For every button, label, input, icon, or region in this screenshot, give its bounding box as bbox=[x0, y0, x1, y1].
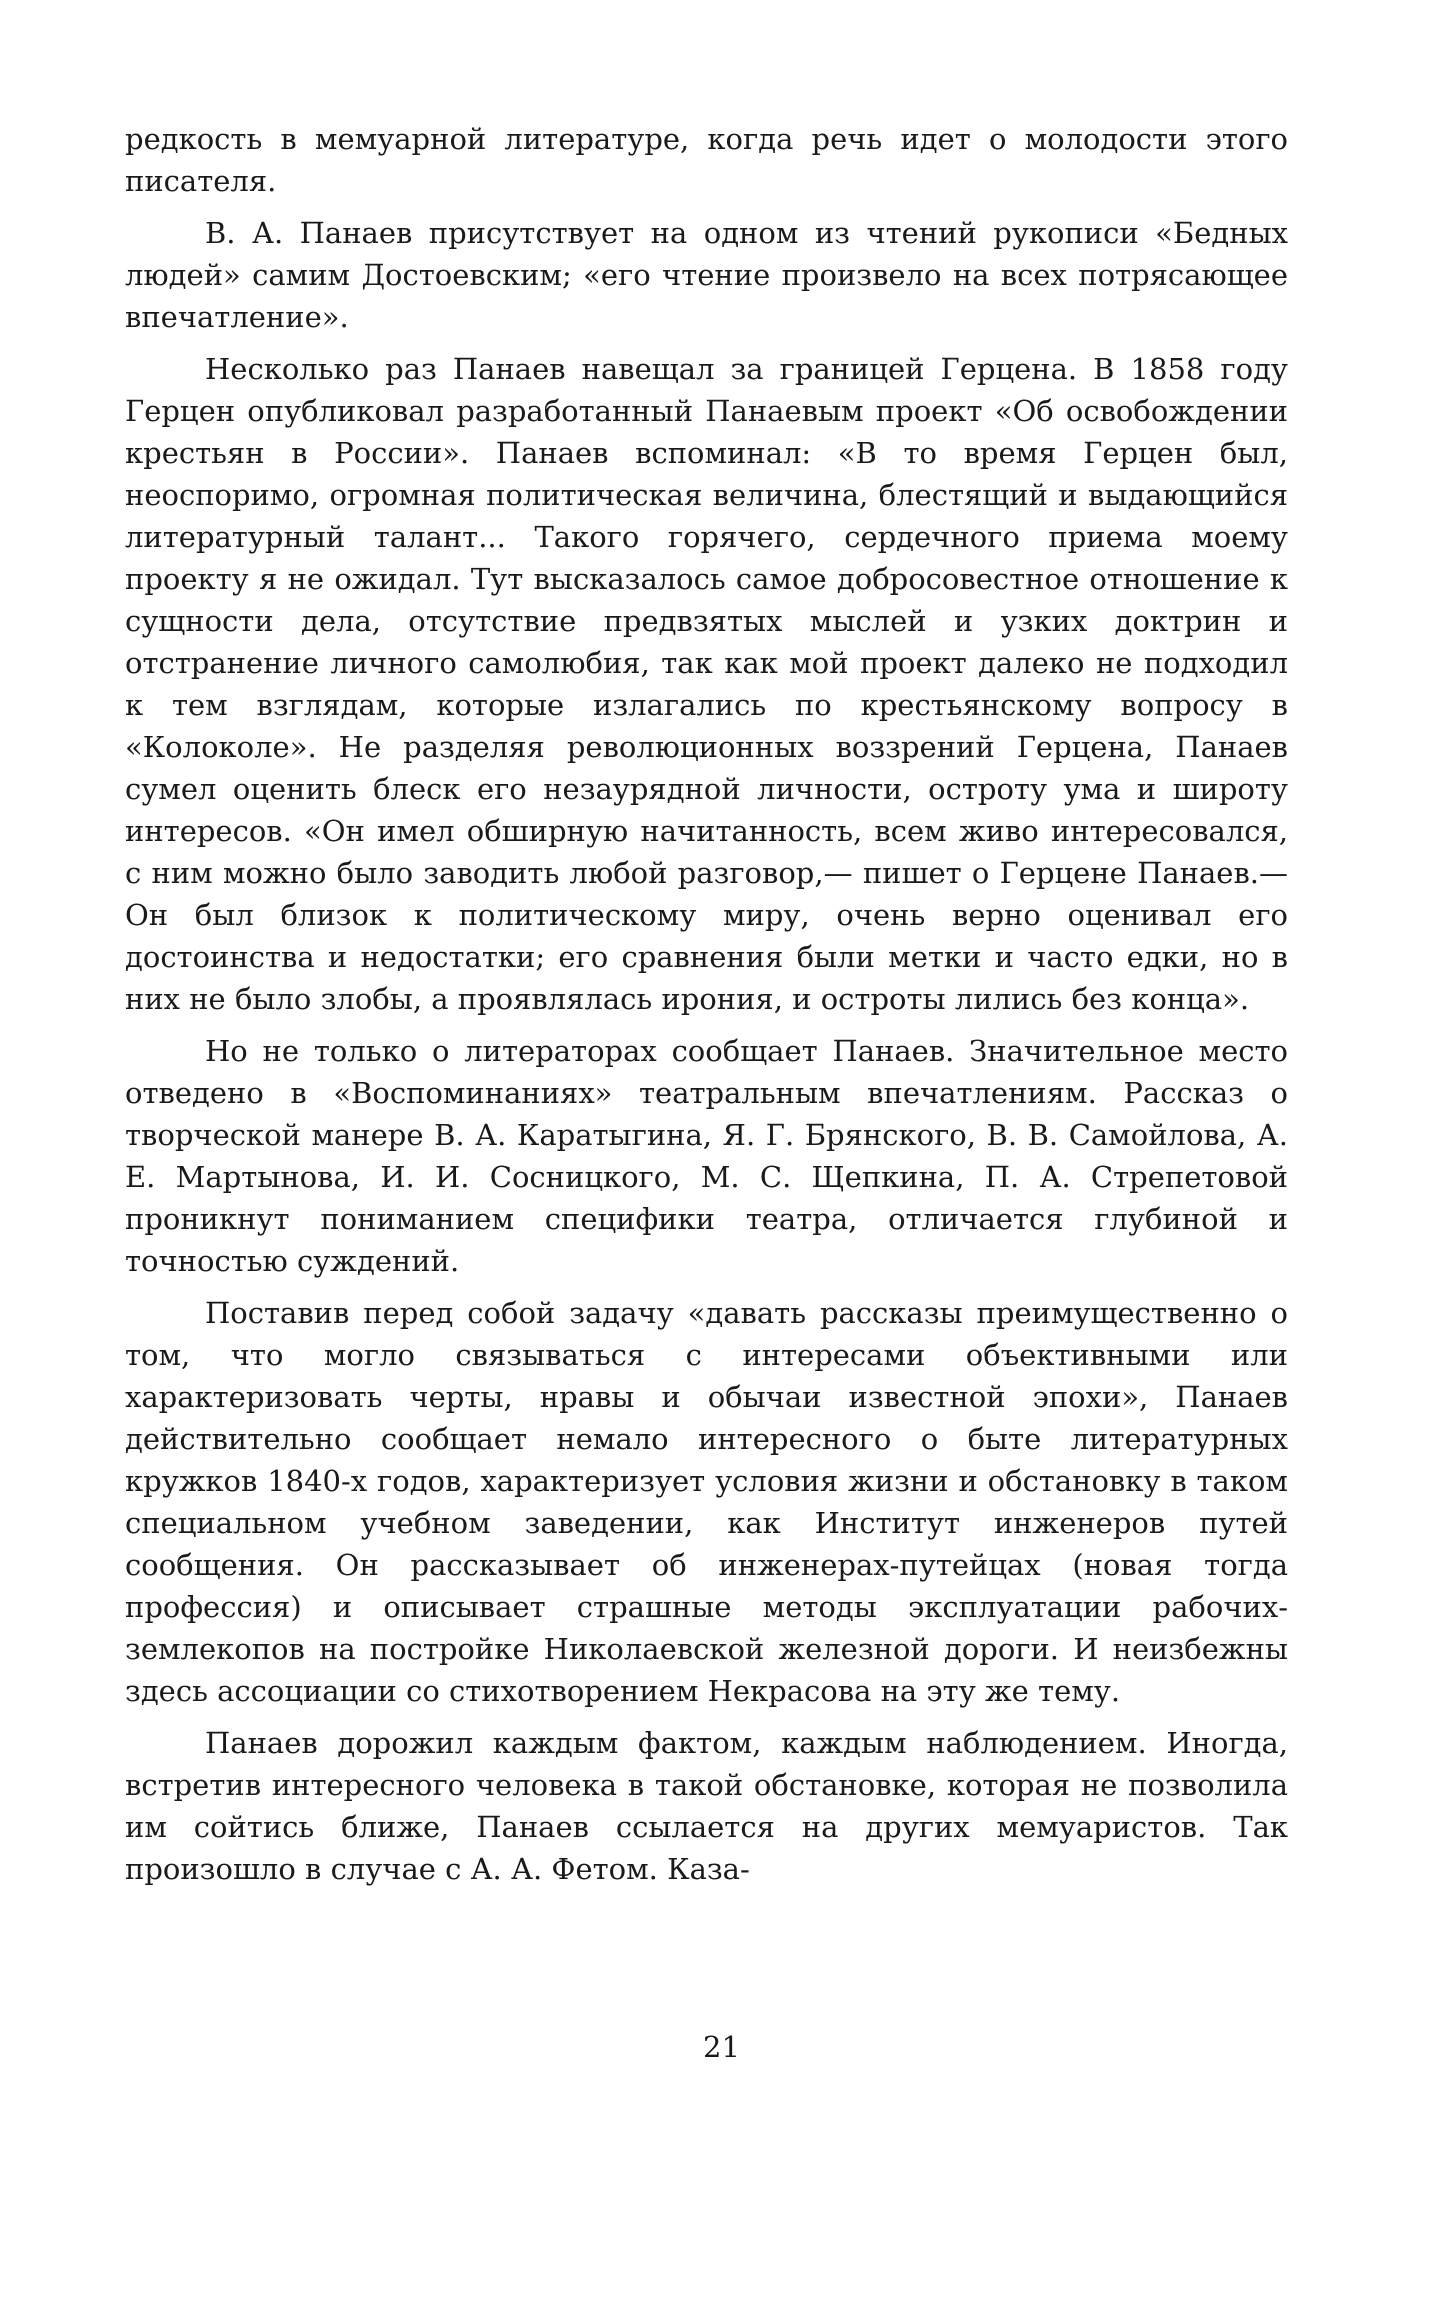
paragraph-fet: Панаев дорожил каждым фактом, каждым наблюдением. Иногда, встретив интересного человека в такой обстановке, которая не позволила им сойтись ближе, Панаев ссылается на других мемуаристов. Так произошло в случае с А. А. Фетом. Каза- bbox=[125, 1726, 1288, 1886]
paragraph-theatre: Но не только о литераторах сообщает Панаев. Значительное место отведено в «Воспоминаниях» театральным впечатлениям. Рассказ о творческой манере В. А. Каратыгина, Я. Г. Брянского, В. В. Самойлова, А. Е. Мартынова, И. И. Сосницкого, М. С. Щепкина, П. А. Стрепетовой проникнут пониманием специфики театра, отличается глубиной и точностью суждений. bbox=[125, 1034, 1288, 1278]
paragraph-herzen: Несколько раз Панаев навещал за границей Герцена. В 1858 году Герцен опубликовал разработанный Панаевым проект «Об освобождении крестьян в России». Панаев вспоминал: «В то время Герцен был, неоспоримо, огромная политическая величина, блестящий и выдающийся литературный талант... Такого горячего, сердечного приема моему проекту я не ожидал. Тут высказалось самое добросовестное отношение к сущности дела, отсутствие предвзятых мыслей и узких доктрин и отстранение личного самолюбия, так как мой проект далеко не подходил к тем взглядам, которые излагались по крестьянскому вопросу в «Колоколе». Не разделяя революционных воззрений Герцена, Панаев сумел оценить блеск его незаурядной личности, остроту ума и широту интересов. «Он имел обширную начитанность, всем живо интересовался, с ним можно было заводить любой разговор,— пишет о Герцене Панаев.— Он был близок к политическому миру, очень верно оценивал его достоинства и недостатки; его сравнения были метки и часто едки, но в них не было злобы, а проявлялась ирония, и остроты лились без конца». bbox=[125, 352, 1288, 1016]
paragraph-engineers: Поставив перед собой задачу «давать рассказы преимущественно о том, что могло связываться с интересами объективными или характеризовать черты, нравы и обычаи известной эпохи», Панаев действительно сообщает немало интересного о быте литературных кружков 1840-х годов, характеризует условия жизни и обстановку в таком специальном учебном заведении, как Институт инженеров путей сообщения. Он рассказывает об инженерах-путейцах (новая тогда профессия) и описывает страшные методы эксплуатации рабочих-землекопов на постройке Николаевской железной дороги. И неизбежны здесь ассоциации со стихотворением Некрасова на эту же тему. bbox=[125, 1296, 1288, 1708]
page-number: 21 bbox=[703, 2030, 740, 2064]
paragraph-dostoevsky-reading: В. А. Панаев присутствует на одном из чтений рукописи «Бедных людей» самим Достоевским; «его чтение произвело на всех потрясающее впечатление». bbox=[125, 216, 1288, 334]
page-body bbox=[125, 118, 1288, 1900]
paragraph-continuation: редкость в мемуарной литературе, когда речь идет о молодости этого писателя. bbox=[125, 122, 1288, 198]
